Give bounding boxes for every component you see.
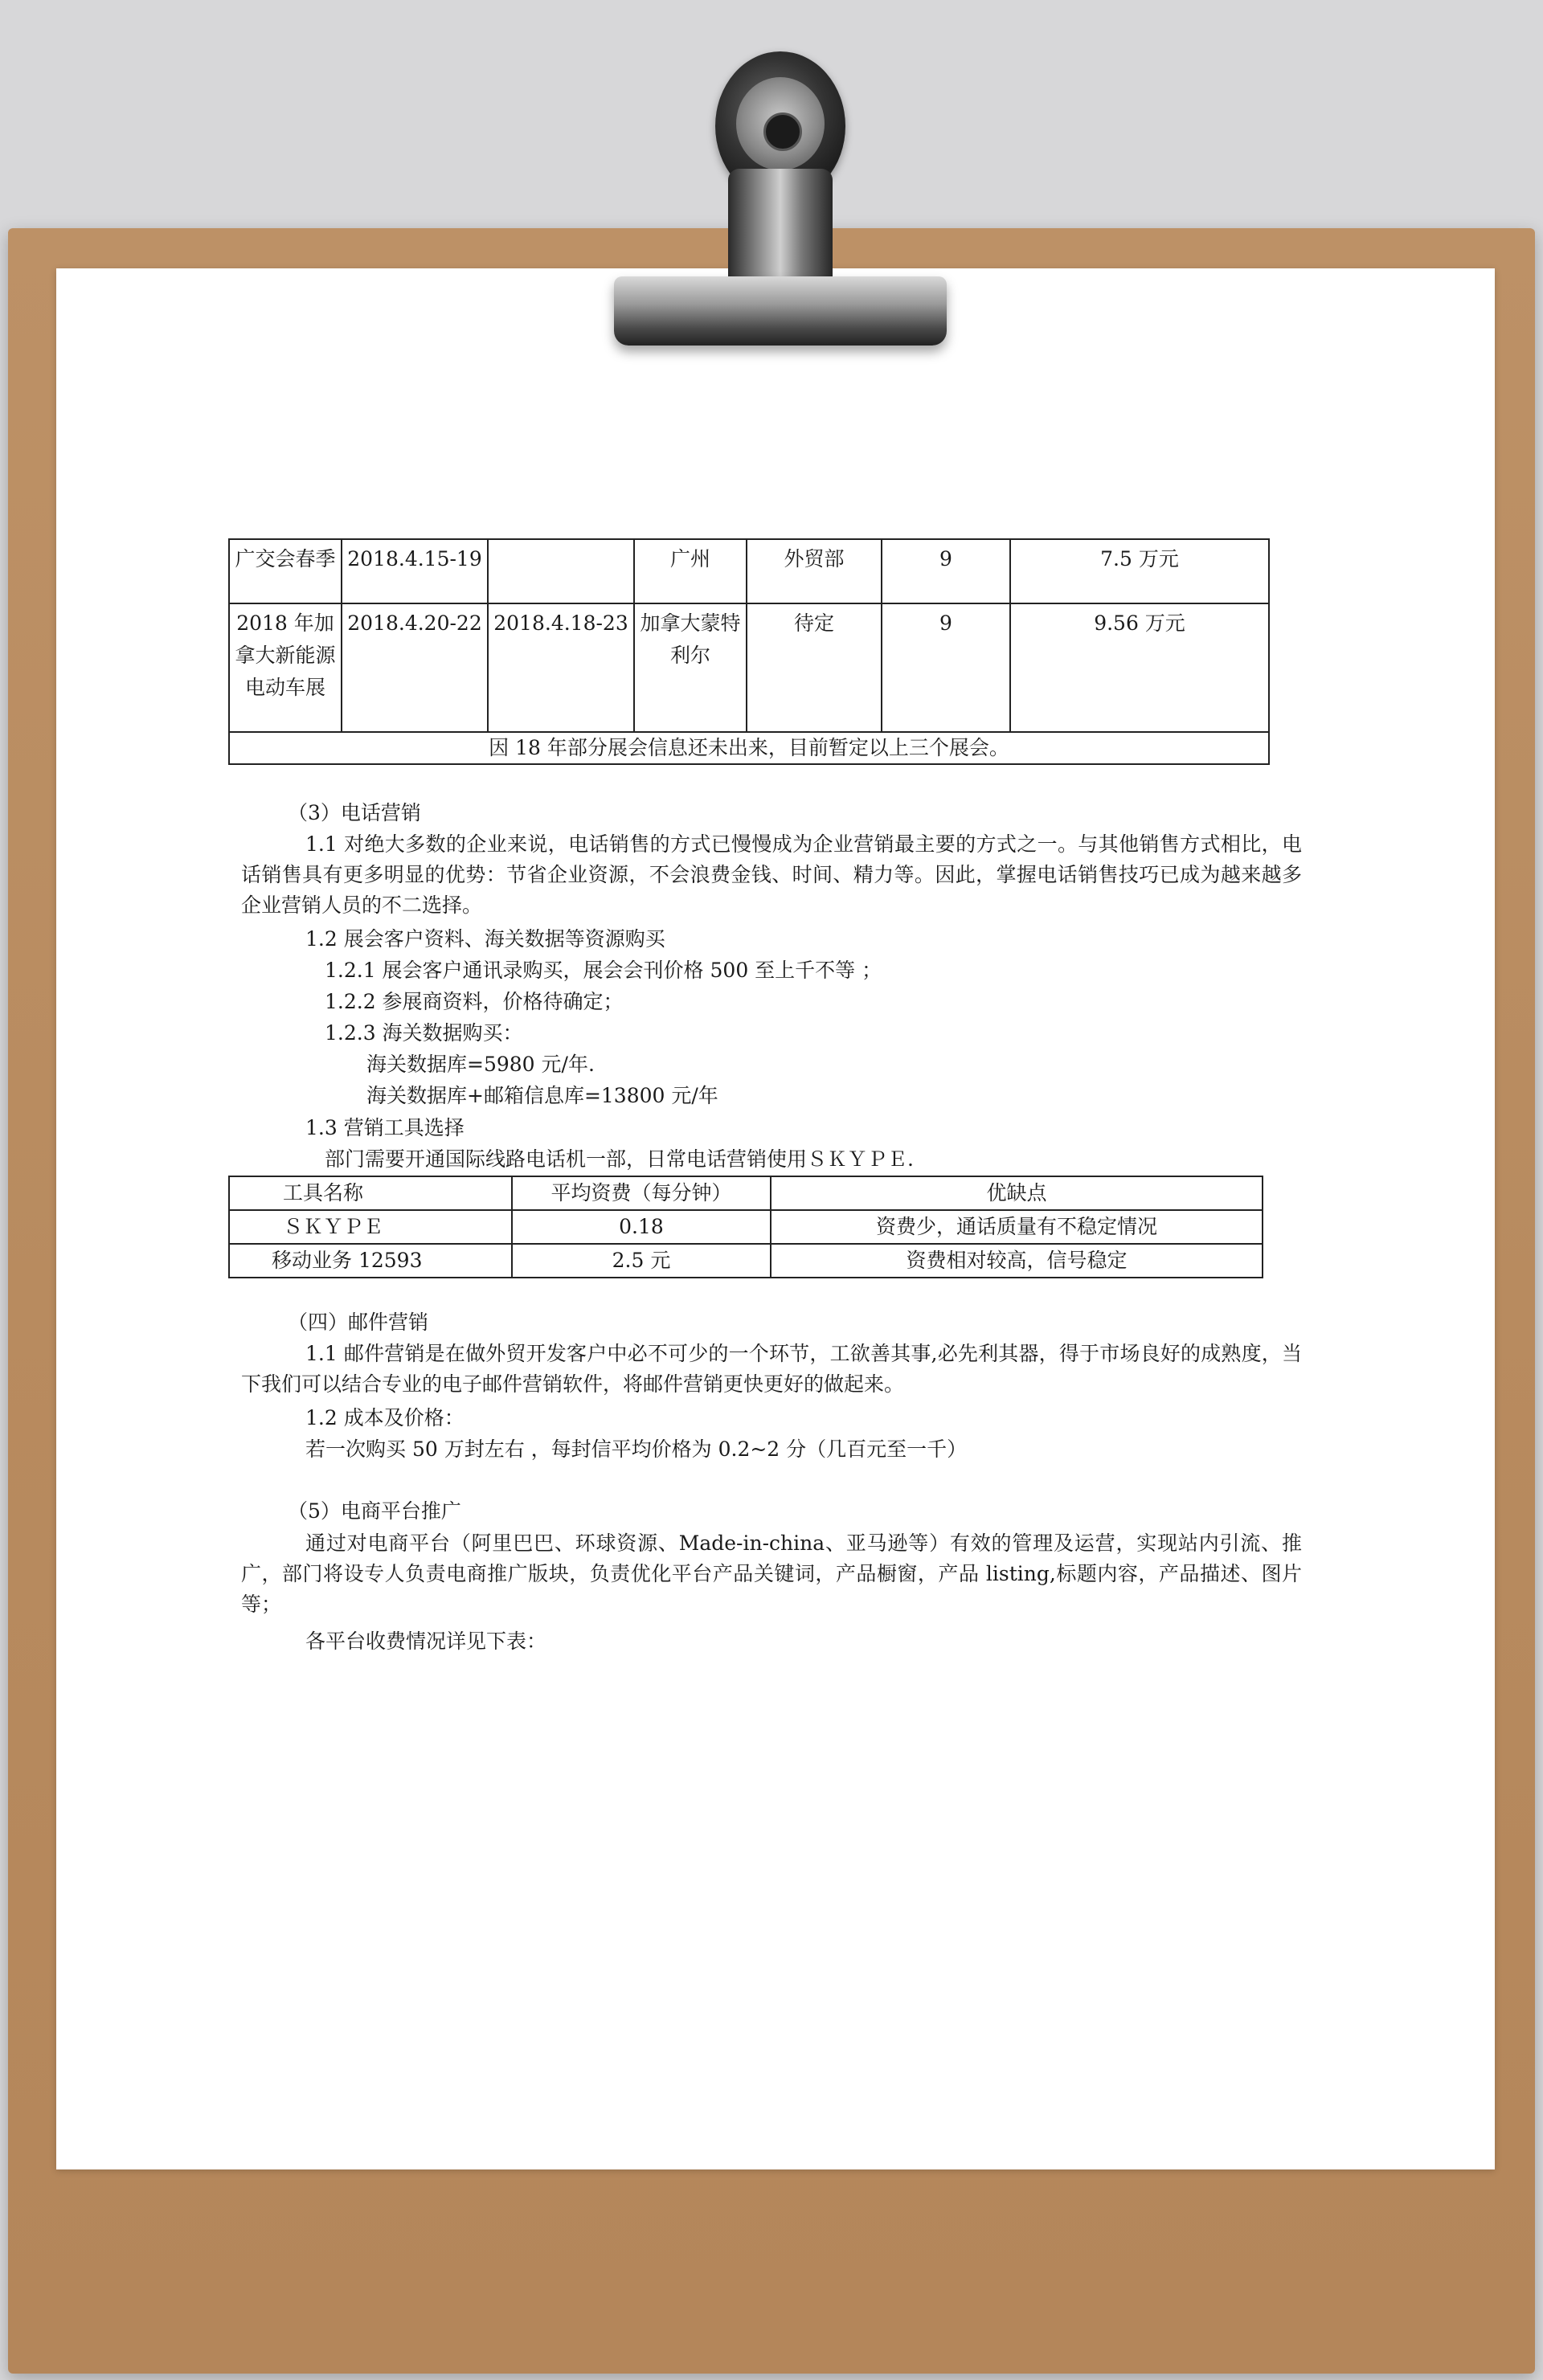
customs-db-price-1: 海关数据库=5980 元/年. [366, 1053, 595, 1076]
paragraph-tool-intro: 部门需要开通国际线路电话机一部，日常电话营销使用ＳＫＹＰＥ. [325, 1147, 914, 1171]
tool-name: 移动业务 12593 [229, 1244, 512, 1278]
section-heading-email: （四）邮件营销 [288, 1311, 429, 1334]
expo-date: 2018.4.20-22 [342, 603, 488, 732]
paragraph-platform-fees: 各平台收费情况详见下表： [305, 1630, 547, 1653]
table-header-cell: 优缺点 [771, 1176, 1263, 1210]
table-row [229, 539, 1269, 603]
paragraph-phone-1-2: 1.2 展会客户资料、海关数据等资源购买 [305, 927, 665, 951]
tool-pros-cons: 资费相对较高，信号稳定 [771, 1244, 1263, 1278]
expo-dept: 外贸部 [747, 539, 882, 603]
table-row [229, 1210, 1263, 1244]
table-header-cell: 工具名称 [229, 1176, 512, 1210]
expo-deadline [488, 539, 634, 603]
expo-name: 2018 年加拿大新能源电动车展 [229, 603, 342, 732]
section-heading-ecommerce: （5）电商平台推广 [288, 1499, 461, 1523]
table-row [229, 1244, 1263, 1278]
expo-days: 9 [882, 603, 1010, 732]
expo-cost: 7.5 万元 [1010, 539, 1269, 603]
expo-table-note: 因 18 年部分展会信息还未出来，目前暂定以上三个展会。 [229, 732, 1269, 764]
customs-db-price-2: 海关数据库+邮箱信息库=13800 元/年 [366, 1084, 718, 1107]
tool-fee: 2.5 元 [512, 1244, 771, 1278]
paragraph-email-1-2: 1.2 成本及价格： [305, 1406, 465, 1429]
expo-city: 广州 [634, 539, 747, 603]
paragraph-phone-1-1: 1.1 对绝大多数的企业来说，电话销售的方式已慢慢成为企业营销最主要的方式之一。与其他销售方式相比，电话销售具有更多明显的优势：节省企业资源，不会浪费金钱、时间、精力等。因此，掌握电话销售技巧已成为越来越多企业营销人员的不二选择。 [241, 832, 1302, 917]
expo-deadline: 2018.4.18-23 [488, 603, 634, 732]
expo-table [228, 538, 1270, 765]
table-header-row [229, 1176, 1263, 1210]
tool-fee: 0.18 [512, 1210, 771, 1244]
table-row [229, 732, 1269, 764]
tool-pros-cons: 资费少，通话质量有不稳定情况 [771, 1210, 1263, 1244]
paragraph-phone-1-2-3: 1.2.3 海关数据购买： [325, 1021, 523, 1045]
paragraph-ecommerce: 通过对电商平台（阿里巴巴、环球资源、Made-in-china、亚马逊等）有效的管理及运营，实现站内引流、推广，部门将设专人负责电商推广版块，负责优化平台产品关键词，产品橱窗，产品 listing,标题内容，产品描述、图片等； [241, 1531, 1302, 1616]
table-row [229, 603, 1269, 732]
expo-dept: 待定 [747, 603, 882, 732]
expo-city: 加拿大蒙特利尔 [634, 603, 747, 732]
tool-name: ＳＫＹＰＥ [229, 1210, 512, 1244]
paragraph-phone-1-2-2: 1.2.2 参展商资料，价格待确定； [325, 990, 624, 1013]
section-heading-phone: （3）电话营销 [288, 801, 421, 824]
paragraph-email-price: 若一次购买 50 万封左右 ，每封信平均价格为 0.2~2 分（几百元至一千） [305, 1437, 968, 1461]
paragraph-phone-1-2-1: 1.2.1 展会客户通讯录购买，展会会刊价格 500 至上千不等 ； [325, 959, 882, 982]
expo-name: 广交会春季 [229, 539, 342, 603]
expo-cost: 9.56 万元 [1010, 603, 1269, 732]
binder-clip-hole [763, 112, 802, 151]
expo-date: 2018.4.15-19 [342, 539, 488, 603]
paragraph-phone-1-3: 1.3 营销工具选择 [305, 1116, 465, 1139]
tools-table [228, 1176, 1263, 1278]
expo-days: 9 [882, 539, 1010, 603]
table-header-cell: 平均资费（每分钟） [512, 1176, 771, 1210]
binder-clip-neck [728, 169, 833, 289]
binder-clip-bar [614, 276, 947, 346]
paragraph-email-1-1: 1.1 邮件营销是在做外贸开发客户中必不可少的一个环节，工欲善其事,必先利其器，得于市场良好的成熟度，当下我们可以结合专业的电子邮件营销软件，将邮件营销更快更好的做起来。 [241, 1342, 1302, 1396]
